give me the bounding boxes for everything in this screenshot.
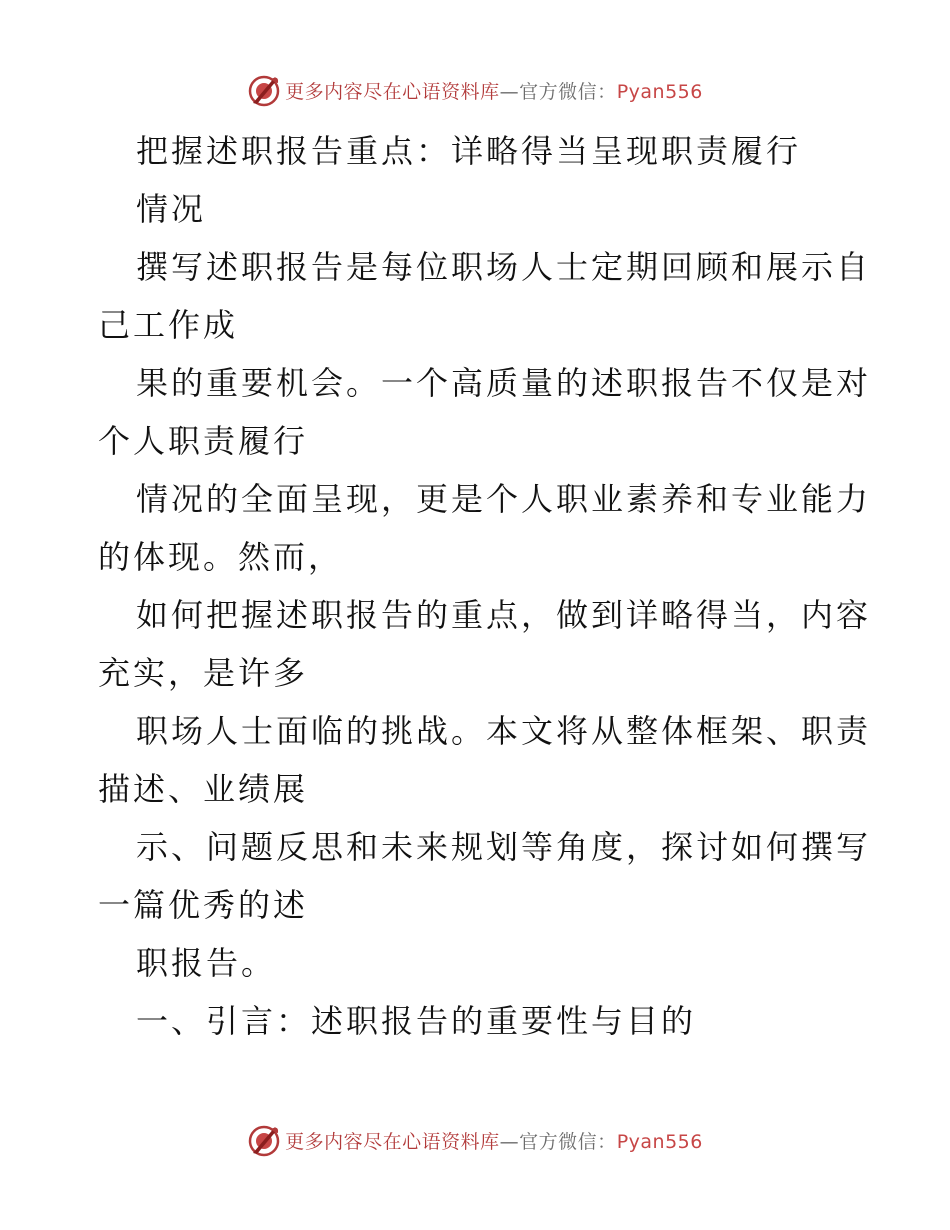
document-title-line-2: 情况 [136,190,207,228]
banner-site-name: 更多内容尽在心语资料库 [285,80,500,103]
paragraph-line: 的体现。然而， [98,538,344,576]
banner-wechat-label: 官方微信： [519,1130,617,1153]
paragraph-line: 己工作成 [98,306,239,344]
paragraph-line: 情况的全面呈现，更是个人职业素养和专业能力 [136,480,872,518]
footer-banner [0,1122,950,1158]
banner-wechat-id: Pyan556 [616,1130,703,1153]
paragraph-line: 描述、业绩展 [98,770,309,808]
document-title-line-1: 把握述职报告重点：详略得当呈现职责履行 [136,132,802,170]
header-banner [0,72,950,108]
section-heading: 一、引言：述职报告的重要性与目的 [136,1002,697,1040]
banner-text [285,1127,703,1154]
quill-pen-logo-icon [247,1123,281,1157]
paragraph-line: 职场人士面临的挑战。本文将从整体框架、职责 [136,712,872,750]
paragraph-line: 示、问题反思和未来规划等角度，探讨如何撰写 [136,828,872,866]
banner-site-name: 更多内容尽在心语资料库 [285,1130,500,1153]
banner-text [285,77,703,104]
banner-wechat-id: Pyan556 [616,80,703,103]
paragraph-line: 充实，是许多 [98,654,309,692]
paragraph-line: 如何把握述职报告的重点，做到详略得当，内容 [136,596,872,634]
paragraph-line: 撰写述职报告是每位职场人士定期回顾和展示自 [136,248,872,286]
banner-wechat-label: 官方微信： [519,80,617,103]
paragraph-line: 一篇优秀的述 [98,886,309,924]
paragraph-line: 果的重要机会。一个高质量的述职报告不仅是对 [136,364,872,402]
quill-pen-logo-icon [247,73,281,107]
document-body [98,122,872,1050]
paragraph-line: 个人职责履行 [98,422,309,460]
paragraph-line: 职报告。 [136,944,277,982]
banner-dash: — [499,1130,520,1153]
banner-dash: — [499,80,520,103]
